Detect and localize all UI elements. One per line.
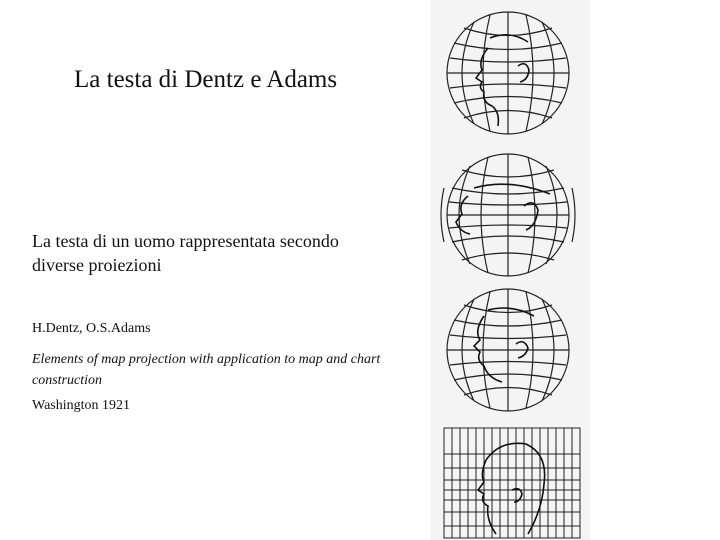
figure-column	[430, 0, 590, 540]
globe-projection-1	[430, 8, 590, 138]
globe-projection-1-drawing	[430, 8, 590, 138]
slide-title: La testa di Dentz e Adams	[74, 66, 338, 93]
authors-line: H.Dentz, O.S.Adams	[32, 321, 151, 336]
globe-projection-3	[430, 286, 590, 416]
place-year: Washington 1921	[32, 398, 131, 413]
globe-projection-3-drawing	[430, 286, 590, 416]
book-title: Elements of map projection with application to map and chart construction	[32, 352, 381, 388]
grid-projection-4	[430, 424, 590, 540]
globe-projection-2-drawing	[430, 148, 590, 283]
grid-projection-4-drawing	[430, 424, 590, 540]
slide-subtitle: La testa di un uomo rappresentata secondo diverse proiezioni	[32, 231, 339, 275]
globe-projection-2	[430, 148, 590, 283]
